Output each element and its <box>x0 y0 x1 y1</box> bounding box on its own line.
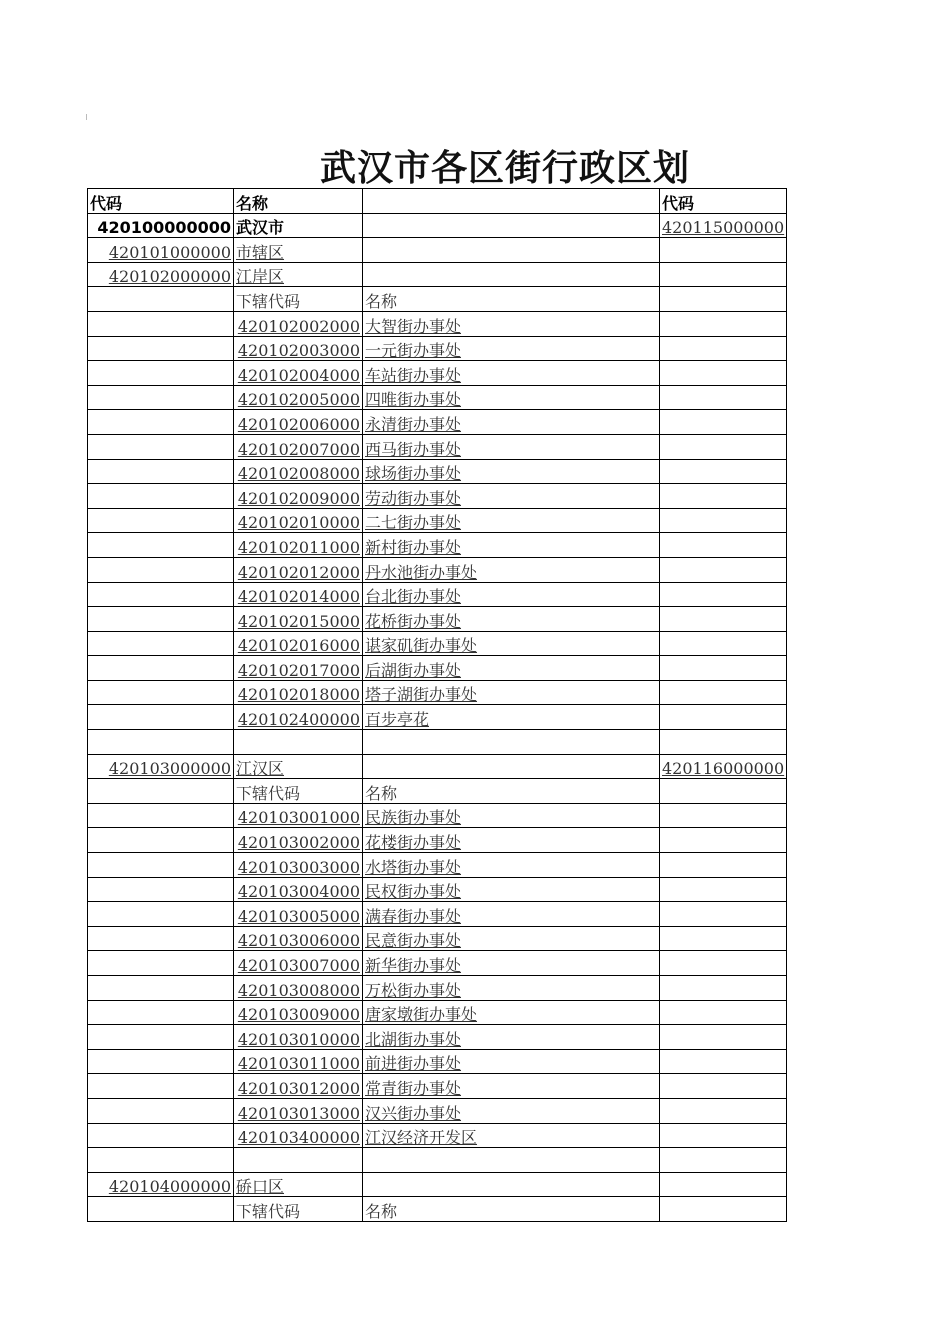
street-row <box>88 361 787 386</box>
empty-cell <box>88 951 234 976</box>
street-name-link[interactable]: 后湖街办事处 <box>363 656 660 681</box>
empty-cell <box>660 877 787 902</box>
street-name-link[interactable]: 二七街办事处 <box>363 508 660 533</box>
street-row <box>88 508 787 533</box>
empty-cell <box>660 1098 787 1123</box>
street-code-link[interactable]: 420102014000 <box>234 582 363 607</box>
street-row <box>88 877 787 902</box>
district-code-link[interactable]: 420101000000 <box>88 238 234 263</box>
street-name-link[interactable]: 民权街办事处 <box>363 877 660 902</box>
empty-cell <box>88 902 234 927</box>
empty-cell <box>88 1025 234 1050</box>
district-row <box>88 238 787 263</box>
empty-cell <box>88 779 234 804</box>
district-code-link[interactable]: 420104000000 <box>88 1172 234 1197</box>
empty-cell <box>88 680 234 705</box>
street-name-link[interactable]: 车站街办事处 <box>363 361 660 386</box>
empty-cell <box>660 1000 787 1025</box>
street-name-link[interactable]: 台北街办事处 <box>363 582 660 607</box>
district-code-link[interactable]: 420103000000 <box>88 754 234 779</box>
street-row <box>88 1000 787 1025</box>
street-name-link[interactable]: 新村街办事处 <box>363 533 660 558</box>
district-name-link[interactable]: 市辖区 <box>234 238 363 263</box>
empty-cell <box>660 287 787 312</box>
empty-cell <box>660 1148 787 1173</box>
street-row <box>88 853 787 878</box>
street-name-link[interactable]: 民族街办事处 <box>363 803 660 828</box>
empty-cell <box>88 508 234 533</box>
sub-header-row <box>88 779 787 804</box>
street-code-link[interactable]: 420103004000 <box>234 877 363 902</box>
street-code-link[interactable]: 420102011000 <box>234 533 363 558</box>
empty-cell <box>660 262 787 287</box>
empty-cell <box>660 853 787 878</box>
street-name-link[interactable]: 满春街办事处 <box>363 902 660 927</box>
empty-cell <box>660 434 787 459</box>
street-row <box>88 434 787 459</box>
empty-cell <box>88 631 234 656</box>
empty-cell <box>88 1074 234 1099</box>
street-row <box>88 311 787 336</box>
street-code-link[interactable]: 420102012000 <box>234 557 363 582</box>
district-row <box>88 754 787 779</box>
street-name-link[interactable]: 北湖街办事处 <box>363 1025 660 1050</box>
empty-cell <box>660 1123 787 1148</box>
empty-cell <box>88 287 234 312</box>
empty-cell <box>660 361 787 386</box>
street-row <box>88 951 787 976</box>
street-code-link[interactable]: 420102015000 <box>234 607 363 632</box>
city-code: 420100000000 <box>88 213 234 238</box>
street-name-link[interactable]: 西马街办事处 <box>363 434 660 459</box>
header-name: 名称 <box>234 189 363 214</box>
street-row <box>88 582 787 607</box>
sub-header-row <box>88 287 787 312</box>
empty-cell <box>660 410 787 435</box>
empty-cell <box>660 1197 787 1222</box>
empty-cell <box>660 238 787 263</box>
empty-cell <box>660 607 787 632</box>
street-row <box>88 803 787 828</box>
empty-cell <box>660 902 787 927</box>
street-code-link[interactable]: 420102006000 <box>234 410 363 435</box>
empty-cell <box>660 582 787 607</box>
empty-cell <box>363 262 660 287</box>
empty-cell <box>660 484 787 509</box>
street-name-link[interactable]: 大智街办事处 <box>363 311 660 336</box>
empty-cell <box>88 877 234 902</box>
empty-cell <box>660 533 787 558</box>
street-row <box>88 1025 787 1050</box>
street-row <box>88 533 787 558</box>
street-row <box>88 902 787 927</box>
street-name-link[interactable]: 唐家墩街办事处 <box>363 1000 660 1025</box>
district-code-link[interactable]: 420102000000 <box>88 262 234 287</box>
empty-cell <box>363 730 660 755</box>
street-name-link[interactable]: 劳动街办事处 <box>363 484 660 509</box>
street-name-link[interactable]: 水塔街办事处 <box>363 853 660 878</box>
sub-header-name: 名称 <box>363 287 660 312</box>
street-name-link[interactable]: 百步亭花 <box>363 705 660 730</box>
empty-cell <box>88 828 234 853</box>
empty-cell <box>88 976 234 1001</box>
district-row <box>88 262 787 287</box>
empty-cell <box>88 730 234 755</box>
street-code-link[interactable]: 420103400000 <box>234 1123 363 1148</box>
street-name-link[interactable]: 谌家矶街办事处 <box>363 631 660 656</box>
empty-cell <box>363 238 660 263</box>
header-row <box>88 189 787 214</box>
empty-cell <box>660 336 787 361</box>
street-code-link[interactable]: 420102018000 <box>234 680 363 705</box>
city-row <box>88 213 787 238</box>
spacer-row <box>88 730 787 755</box>
street-code-link[interactable]: 420103001000 <box>234 803 363 828</box>
street-row <box>88 828 787 853</box>
empty-cell <box>88 557 234 582</box>
street-name-link[interactable]: 花桥街办事处 <box>363 607 660 632</box>
street-name-link[interactable]: 花楼街办事处 <box>363 828 660 853</box>
street-code-link[interactable]: 420103008000 <box>234 976 363 1001</box>
empty-cell <box>363 754 660 779</box>
street-code-link[interactable]: 420103012000 <box>234 1074 363 1099</box>
sub-header-row <box>88 1197 787 1222</box>
page-title: 武汉市各区街行政区划 <box>320 148 691 189</box>
street-row <box>88 926 787 951</box>
empty-cell <box>88 385 234 410</box>
empty-cell <box>660 311 787 336</box>
street-row <box>88 410 787 435</box>
empty-cell <box>88 1049 234 1074</box>
empty-cell <box>660 926 787 951</box>
empty-cell <box>660 680 787 705</box>
empty-cell <box>88 311 234 336</box>
empty-cell <box>88 853 234 878</box>
street-name-link[interactable]: 常青街办事处 <box>363 1074 660 1099</box>
division-table <box>87 188 787 1222</box>
street-code-link[interactable]: 420102010000 <box>234 508 363 533</box>
page-corner-mark <box>86 114 87 120</box>
street-row <box>88 1074 787 1099</box>
empty-cell <box>660 1172 787 1197</box>
sub-header-name: 名称 <box>363 1197 660 1222</box>
street-row <box>88 680 787 705</box>
empty-cell <box>88 361 234 386</box>
street-code-link[interactable]: 420102009000 <box>234 484 363 509</box>
empty-cell <box>234 1148 363 1173</box>
street-row <box>88 484 787 509</box>
district-name-link[interactable]: 硚口区 <box>234 1172 363 1197</box>
street-code-link[interactable]: 420102005000 <box>234 385 363 410</box>
street-code-link[interactable]: 420103010000 <box>234 1025 363 1050</box>
street-code-link[interactable]: 420103007000 <box>234 951 363 976</box>
street-name-link[interactable]: 一元街办事处 <box>363 336 660 361</box>
right-code-link[interactable]: 420115000000 <box>660 213 787 238</box>
street-row <box>88 631 787 656</box>
empty-cell <box>660 631 787 656</box>
empty-cell <box>363 1148 660 1173</box>
street-name-link[interactable]: 永清街办事处 <box>363 410 660 435</box>
empty-cell <box>88 656 234 681</box>
street-code-link[interactable]: 420103013000 <box>234 1098 363 1123</box>
street-row <box>88 976 787 1001</box>
sub-header-code: 下辖代码 <box>234 1197 363 1222</box>
street-name-link[interactable]: 塔子湖街办事处 <box>363 680 660 705</box>
district-row <box>88 1172 787 1197</box>
street-row <box>88 1049 787 1074</box>
empty-cell <box>88 1197 234 1222</box>
street-row <box>88 336 787 361</box>
right-code-link[interactable]: 420116000000 <box>660 754 787 779</box>
street-row <box>88 607 787 632</box>
empty-cell <box>660 1049 787 1074</box>
street-row <box>88 705 787 730</box>
street-name-link[interactable]: 万松街办事处 <box>363 976 660 1001</box>
empty-cell <box>234 730 363 755</box>
empty-cell <box>660 1025 787 1050</box>
empty-cell <box>88 533 234 558</box>
street-name-link[interactable]: 新华街办事处 <box>363 951 660 976</box>
empty-cell <box>660 976 787 1001</box>
street-code-link[interactable]: 420103011000 <box>234 1049 363 1074</box>
empty-cell <box>88 705 234 730</box>
district-name-link[interactable]: 江岸区 <box>234 262 363 287</box>
city-name: 武汉市 <box>234 213 363 238</box>
empty-cell <box>88 1098 234 1123</box>
street-row <box>88 385 787 410</box>
empty-cell <box>88 1123 234 1148</box>
empty-cell <box>660 557 787 582</box>
empty-cell <box>88 582 234 607</box>
street-code-link[interactable]: 420102002000 <box>234 311 363 336</box>
street-code-link[interactable]: 420102016000 <box>234 631 363 656</box>
header-right-code: 代码 <box>660 189 787 214</box>
sub-header-name: 名称 <box>363 779 660 804</box>
empty-cell <box>363 1172 660 1197</box>
empty-cell <box>88 484 234 509</box>
street-name-link[interactable]: 江汉经济开发区 <box>363 1123 660 1148</box>
street-code-link[interactable]: 420103005000 <box>234 902 363 927</box>
street-row <box>88 1098 787 1123</box>
street-row <box>88 459 787 484</box>
spacer-row <box>88 1148 787 1173</box>
street-code-link[interactable]: 420102400000 <box>234 705 363 730</box>
empty-cell <box>660 730 787 755</box>
empty-cell <box>660 705 787 730</box>
district-name-link[interactable]: 江汉区 <box>234 754 363 779</box>
empty-cell <box>88 1000 234 1025</box>
street-code-link[interactable]: 420102003000 <box>234 336 363 361</box>
street-row <box>88 656 787 681</box>
street-row <box>88 1123 787 1148</box>
empty-cell <box>88 926 234 951</box>
street-name-link[interactable]: 丹水池街办事处 <box>363 557 660 582</box>
empty-cell <box>660 1074 787 1099</box>
empty-cell <box>88 336 234 361</box>
empty-cell <box>363 213 660 238</box>
street-code-link[interactable]: 420103009000 <box>234 1000 363 1025</box>
empty-cell <box>88 607 234 632</box>
empty-cell <box>660 385 787 410</box>
street-code-link[interactable]: 420102008000 <box>234 459 363 484</box>
empty-cell <box>660 803 787 828</box>
empty-cell <box>363 189 660 214</box>
street-name-link[interactable]: 民意街办事处 <box>363 926 660 951</box>
sub-header-code: 下辖代码 <box>234 779 363 804</box>
street-code-link[interactable]: 420102017000 <box>234 656 363 681</box>
street-code-link[interactable]: 420103003000 <box>234 853 363 878</box>
empty-cell <box>660 508 787 533</box>
street-code-link[interactable]: 420102007000 <box>234 434 363 459</box>
empty-cell <box>88 434 234 459</box>
street-name-link[interactable]: 四唯街办事处 <box>363 385 660 410</box>
empty-cell <box>88 1148 234 1173</box>
sub-header-code: 下辖代码 <box>234 287 363 312</box>
empty-cell <box>660 951 787 976</box>
street-code-link[interactable]: 420103002000 <box>234 828 363 853</box>
empty-cell <box>88 459 234 484</box>
empty-cell <box>88 803 234 828</box>
street-row <box>88 557 787 582</box>
empty-cell <box>88 410 234 435</box>
empty-cell <box>660 779 787 804</box>
street-code-link[interactable]: 420102004000 <box>234 361 363 386</box>
empty-cell <box>660 459 787 484</box>
street-name-link[interactable]: 汉兴街办事处 <box>363 1098 660 1123</box>
header-code: 代码 <box>88 189 234 214</box>
division-table-body <box>88 189 787 1222</box>
empty-cell <box>660 828 787 853</box>
street-name-link[interactable]: 前进街办事处 <box>363 1049 660 1074</box>
street-code-link[interactable]: 420103006000 <box>234 926 363 951</box>
empty-cell <box>660 656 787 681</box>
street-name-link[interactable]: 球场街办事处 <box>363 459 660 484</box>
